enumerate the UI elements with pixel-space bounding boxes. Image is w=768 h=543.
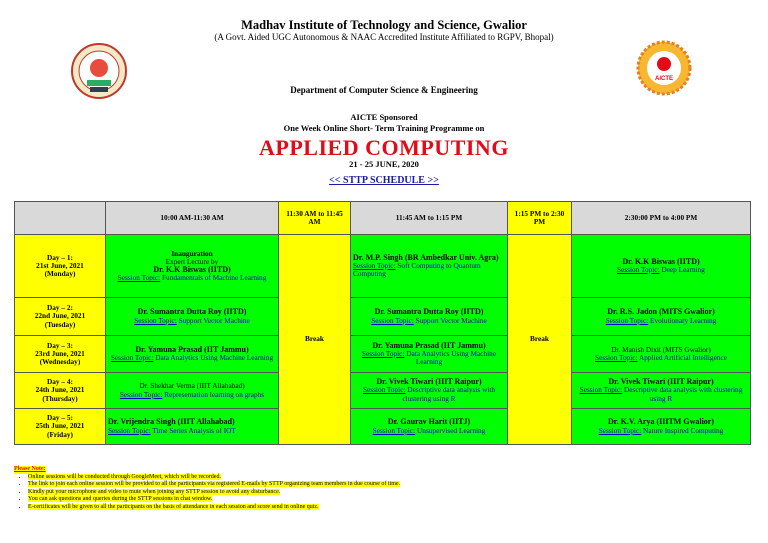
- topic-label: Session Topic:: [362, 385, 406, 395]
- note-text: E-certificates will be given to all the participants on the basis of attendance in each session and score send in online quiz.: [28, 503, 319, 510]
- session-topic: Unsupervised Learning: [417, 425, 486, 435]
- day-cell: [15, 235, 106, 298]
- list-item: [28, 496, 574, 504]
- topic-label: Session Topic:: [353, 260, 396, 270]
- header-corner: [15, 202, 106, 235]
- day-date: 22nd June, 2021: [34, 311, 86, 321]
- aicte-logo-text: AICTE: [655, 76, 673, 82]
- break-cell-1: Break: [279, 235, 351, 445]
- day-date: 25th June, 2021: [35, 421, 85, 431]
- notes-list: [14, 474, 574, 512]
- page-title: APPLIED COMPUTING: [259, 135, 509, 160]
- list-item: [28, 504, 574, 512]
- session-cell: [572, 373, 751, 409]
- session-topic: Support Vector Machine: [178, 315, 250, 325]
- programme-line: One Week Online Short- Term Training Programme on: [283, 123, 485, 133]
- speaker-name: Dr. Gaurav Harit (IITJ): [387, 417, 471, 427]
- note-text: The link to join each online session will be provided to all the participants via registered E-mails by STTP organizing team members in due course of time.: [28, 481, 401, 488]
- session-cell: [106, 373, 279, 409]
- note-text: Kindly put your microphone and video to mute when joining any STTP session to avoid any disturbance.: [28, 488, 281, 495]
- day-cell: [15, 336, 106, 373]
- session-cell: [351, 373, 508, 409]
- notes-section: [14, 466, 574, 512]
- day-weekday: (Monday): [44, 269, 76, 279]
- list-item: [28, 481, 574, 489]
- session-cell: [351, 409, 508, 445]
- slot-header-2: 11:45 AM to 1:15 PM: [351, 202, 508, 235]
- session-topic: Evolutionary Learning: [650, 315, 717, 325]
- session-cell: [572, 298, 751, 336]
- break-cell-2: Break: [508, 235, 572, 445]
- day-label: Day – 5:: [47, 413, 73, 423]
- session-cell: [351, 298, 508, 336]
- schedule-table: [14, 201, 751, 445]
- session-topic: Descriptive data analysis with clustering using R: [402, 385, 496, 403]
- session-inauguration: Inauguration: [171, 248, 213, 258]
- day-date: 23rd June, 2021: [35, 348, 85, 358]
- day-label: Day – 2:: [47, 303, 73, 313]
- schedule-link[interactable]: << STTP SCHEDULE >>: [329, 175, 439, 186]
- topic-label: Session Topic:: [134, 315, 177, 325]
- speaker-name: Dr. R.S. Jadon (MITS Gwalior): [607, 307, 715, 317]
- day-label: Day – 1:: [47, 252, 73, 262]
- session-topic: Data Analytics Using Machine Learning: [155, 353, 274, 362]
- note-text: Online sessions will be conducted through GoogleMeet, which will be recorded.: [28, 473, 221, 480]
- note-text: You can ask questions and queries during the STTP sessions in chat window.: [28, 496, 213, 503]
- speaker-name: Dr. K.V. Arya (IIITM Gwalior): [608, 417, 714, 427]
- session-cell: [106, 235, 279, 298]
- day-weekday: (Thursday): [42, 393, 78, 403]
- day-weekday: (Friday): [47, 429, 73, 439]
- day-label: Day – 3:: [47, 340, 73, 350]
- topic-label: Session Topic:: [361, 348, 405, 358]
- topic-label: Session Topic:: [605, 315, 649, 325]
- topic-label: Session Topic:: [371, 315, 414, 325]
- day-weekday: (Tuesday): [44, 319, 76, 329]
- topic-label: Session Topic:: [579, 385, 623, 395]
- session-cell: [106, 409, 279, 445]
- table-row: [15, 409, 751, 445]
- speaker-name: Dr. K.K Biswas (IITD): [622, 256, 700, 266]
- table-row: [15, 336, 751, 373]
- speaker-name: Dr. Vivek Tiwari (IIIT Raipur): [608, 377, 714, 387]
- day-date: 21st June, 2021: [36, 260, 84, 270]
- topic-label: Session Topic:: [372, 425, 416, 435]
- day-weekday: (Wednesday): [39, 357, 81, 367]
- speaker-name: Dr. Sumantra Dutta Roy (IITD): [374, 307, 484, 317]
- break-header-1: 11:30 AM to 11:45 AM: [279, 202, 351, 235]
- topic-label: Session Topic:: [117, 273, 161, 283]
- slot-header-1: 10:00 AM-11:30 AM: [106, 202, 279, 235]
- session-topic: Support Vector Machine: [415, 315, 487, 325]
- topic-label: Session Topic:: [119, 389, 163, 399]
- session-expert-lecture: Expert Lecture by: [165, 256, 219, 266]
- session-cell: [572, 409, 751, 445]
- table-row: [15, 235, 751, 298]
- session-topic: Data Analytics Using Machine Learning: [406, 348, 497, 367]
- topic-label: Session Topic:: [598, 425, 642, 435]
- session-cell: [572, 336, 751, 373]
- speaker-name: Dr. M.P. Singh (BR Ambedkar Univ. Agra): [353, 252, 499, 262]
- speaker-name: Dr. Yamuna Prasad (IIT Jammu): [135, 344, 249, 354]
- day-cell: [15, 298, 106, 336]
- table-header-row: [15, 202, 751, 235]
- table-row: [15, 373, 751, 409]
- session-topic: Nature Inspired Computing: [643, 425, 724, 435]
- speaker-name: Dr. K.K Biswas (IITD): [153, 265, 231, 274]
- day-date: 24th June, 2021: [35, 385, 85, 395]
- notes-heading: Please Note:: [14, 466, 46, 472]
- institute-affiliation: (A Govt. Aided UGC Autonomous & NAAC Accredited Institute Affiliated to RGPV, Bhopal): [214, 32, 554, 42]
- session-topic: Fundamentals of Machine Learning: [162, 273, 267, 283]
- speaker-name: Dr. Vivek Tiwari (IIIT Raipur): [376, 377, 482, 387]
- session-cell: [351, 336, 508, 373]
- day-cell: [15, 409, 106, 445]
- speaker-name: Dr. Sumantra Dutta Roy (IITD): [137, 307, 247, 317]
- session-cell: [106, 336, 279, 373]
- sponsor-line: AICTE Sponsored: [350, 112, 418, 122]
- topic-label: Session Topic:: [595, 353, 638, 362]
- topic-label: Session Topic:: [110, 353, 154, 362]
- table-row: [15, 298, 751, 336]
- department-name: Department of Computer Science & Engineering: [290, 85, 478, 95]
- speaker-name: Dr. Shekhar Verma (IIIT Allahabad): [139, 381, 245, 391]
- session-topic: Applied Artificial Intelligence: [639, 353, 727, 362]
- speaker-name: Dr. Vrijendra Singh (IIIT Allahabad): [108, 417, 235, 427]
- slot-header-3: 2:30:00 PM to 4:00 PM: [572, 202, 751, 235]
- institute-name: Madhav Institute of Technology and Science, Gwalior: [241, 18, 527, 32]
- programme-dates: 21 - 25 JUNE, 2020: [349, 159, 419, 169]
- session-topic: Soft Computing to Quantum Computing: [353, 260, 481, 279]
- session-cell: [572, 235, 751, 298]
- session-cell: [351, 235, 508, 298]
- session-topic: Representation learning on graphs: [164, 389, 265, 399]
- topic-label: Session Topic:: [108, 425, 151, 435]
- session-topic: Deep Learning: [661, 265, 705, 274]
- speaker-name: Dr. Yamuna Prasad (IIT Jammu): [372, 340, 486, 350]
- day-label: Day – 4:: [47, 377, 73, 387]
- break-header-2: 1:15 PM to 2:30 PM: [508, 202, 572, 235]
- session-cell: [106, 298, 279, 336]
- speaker-name: Dr. Manish Dixit (MITS Gwalior): [611, 344, 711, 354]
- list-item: [28, 489, 574, 497]
- topic-label: Session Topic:: [617, 265, 660, 274]
- day-cell: [15, 373, 106, 409]
- session-topic: Descriptive data analysis with clustering using R: [624, 385, 743, 403]
- session-topic: Time Series Analysis of IOT: [152, 425, 236, 435]
